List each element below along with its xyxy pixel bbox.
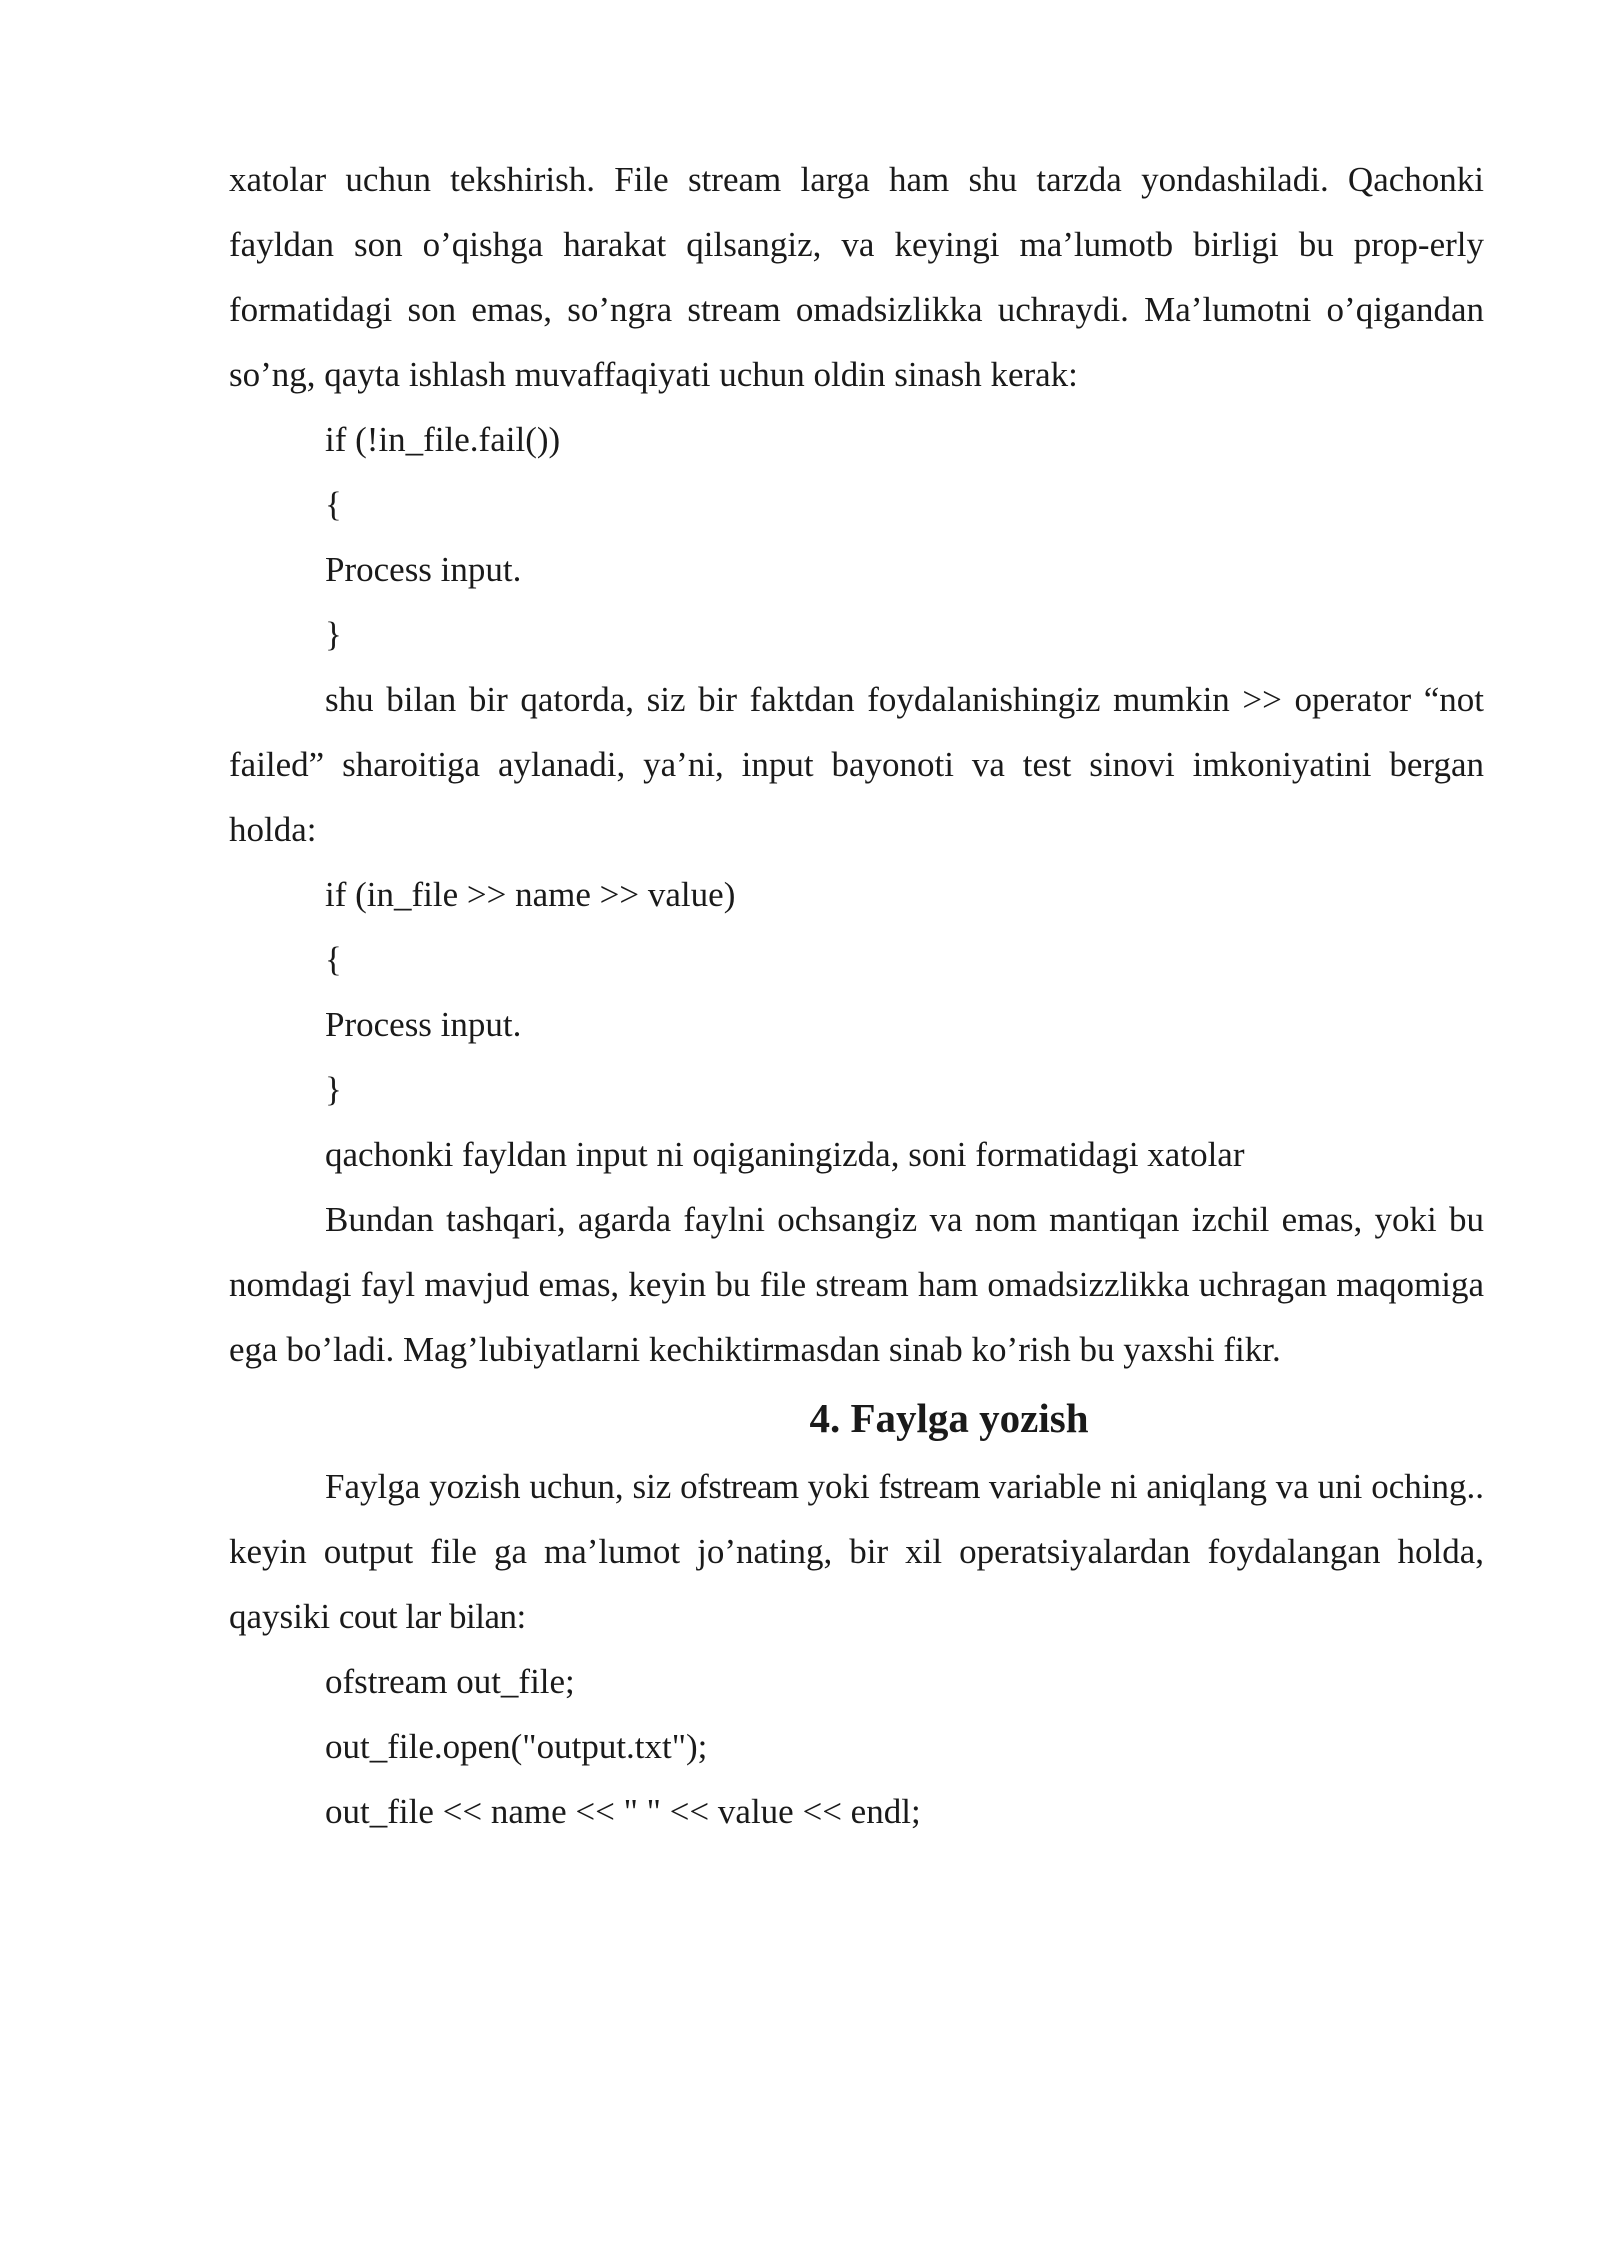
code-term-fstream: fstream — [878, 1467, 980, 1506]
code-line: Process input. — [325, 1005, 522, 1044]
code-line: } — [325, 615, 342, 654]
code-line: ofstream out_file; — [325, 1662, 575, 1701]
code-line: { — [325, 940, 342, 979]
code-line: } — [325, 1070, 342, 1109]
code-line: { — [325, 485, 342, 524]
section-heading: 4. Faylga yozish — [809, 1395, 1089, 1441]
code-line: if (in_file >> name >> value) — [325, 875, 736, 914]
code-term-ofstream: ofstream — [680, 1467, 799, 1506]
paragraph-intro: xatolar uchun tekshirish. File stream larga ham shu tarzda yondashiladi. Qachonki fayldan son o’qishga harakat qilsangiz, va keyingi ma’lumotb birligi bu prop-erly formatidagi son emas, so’ngra stream omadsizlikka uchraydi. Ma’lumotni o’qigandan so’ng, qayta ishlash muvaffaqiyati uchun oldin sinash kerak: — [229, 160, 1484, 394]
code-line: if (!in_file.fail()) — [325, 420, 561, 459]
paragraph-operator: shu bilan bir qatorda, siz bir faktdan foydalanishingiz mumkin >> operator “not failed” sharoitiga aylanadi, ya’ni, input bayonoti va test sinovi imkoniyatini bergan holda: — [229, 680, 1484, 849]
text-run: variable ni aniqlang va uni oching.. keyin output file ga ma’lumot jo’nating, bir xil operatsiyalardan foydalangan holda, qaysiki — [229, 1467, 1484, 1636]
paragraph-file-failure: Bundan tashqari, agarda faylni ochsangiz va nom mantiqan izchil emas, yoki bu nomdagi fayl mavjud emas, keyin bu file stream ham omadsizzlikka uchragan maqomiga ega bo’ladi. Mag’lubiyatlarni kechiktirmasdan sinab ko’rish bu yaxshi fikr. — [229, 1200, 1484, 1369]
code-line: out_file.open("output.txt"); — [325, 1727, 708, 1766]
code-line: Process input. — [325, 550, 522, 589]
code-term-cout: cout lar bilan: — [338, 1597, 526, 1636]
code-block-output — [229, 1649, 1484, 1844]
text-run: yoki — [798, 1467, 879, 1506]
page-content — [229, 147, 1484, 1844]
code-block-fail-check — [229, 407, 1484, 667]
text-run: Faylga yozish uchun, siz — [325, 1467, 681, 1506]
code-line: out_file << name << " " << value << endl; — [325, 1792, 921, 1831]
code-block-stream-check — [229, 862, 1484, 1122]
paragraph-format-errors: qachonki fayldan input ni oqiganingizda, soni formatidagi xatolar — [325, 1135, 1245, 1174]
paragraph-writing — [229, 1454, 1484, 1649]
